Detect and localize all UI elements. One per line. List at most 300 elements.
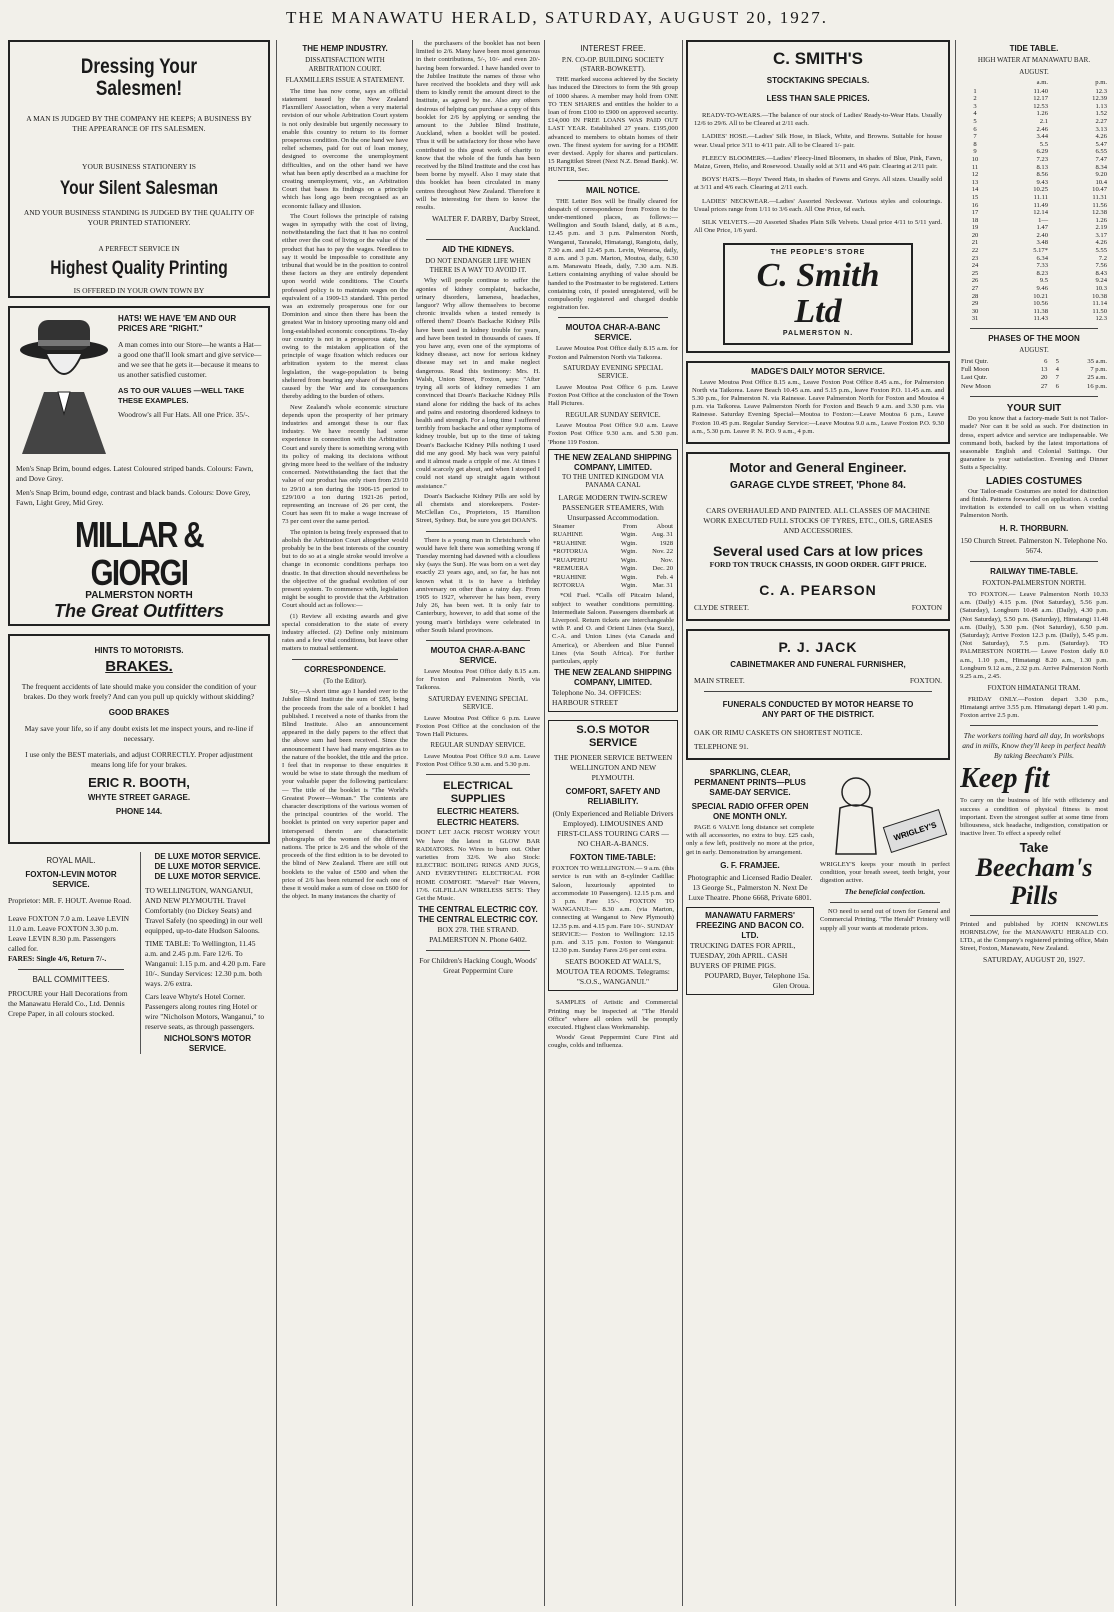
tide-row bbox=[960, 110, 1108, 118]
sailing-cell: *RUAHINE bbox=[553, 539, 586, 547]
column-3 bbox=[416, 40, 540, 1606]
pj-jack-ad bbox=[686, 629, 950, 760]
ad-text: 150 Church Street. Palmerston N. Telephone No. 5674. bbox=[960, 536, 1108, 556]
ad-text: Proprietor: MR. F. HOUT. Avenue Road. bbox=[8, 896, 132, 905]
ad-head: SPARKLING, CLEAR, PERMANENT PRINTS—PLUS SAME-DAY SERVICE. bbox=[694, 768, 806, 798]
tide-cell: 19 bbox=[971, 224, 979, 232]
tide-cell: 7.47 bbox=[1095, 155, 1107, 163]
sailing-cell: *RUAHINE bbox=[553, 573, 586, 581]
tide-cell: 10.38 bbox=[1092, 292, 1107, 300]
tide-cell: 2 bbox=[973, 95, 977, 103]
moon-row bbox=[960, 383, 1108, 391]
sailing-cell: Aug. 31 bbox=[651, 531, 673, 539]
article-subhead: (To the Editor). bbox=[323, 676, 367, 685]
tide-cell: 1.13 bbox=[1095, 102, 1107, 110]
sailing-cell: Steamer bbox=[553, 523, 575, 531]
ad-text: DON'T LET JACK FROST WORRY YOU! We have the latest in GLOW BAR RADIATORS. No Wires to burn out. Other varieties from 32/6. We also Stock: ELECTRIC BOILING RINGS AND JUGS, AND EVERYTHING ELECTRICAL FOR HOME COMFORT. "Marvel" Hair Wavers, 17/6. GILFILLAN WIRELESS SETS: They Get the Music. bbox=[416, 829, 540, 903]
tide-cell: 9.46 bbox=[1036, 285, 1049, 293]
sailing-cell: Mar. 31 bbox=[652, 581, 673, 589]
ad-town: FOXTON bbox=[911, 603, 942, 613]
article-subhead: DISSATISFACTION WITH ARBITRATION COURT. bbox=[305, 56, 385, 73]
tide-cell: 11.56 bbox=[1092, 201, 1107, 209]
moon-row bbox=[960, 358, 1108, 366]
tide-row bbox=[960, 103, 1108, 111]
ad-text: Photographic and Licensed Radio Dealer. 13 George St., Palmerston N. Next De Luxe Theatre. Phone 6668, Private 6801. bbox=[687, 872, 813, 902]
ad-text: Leave Moutoa Post Office 8.15 a.m., Leave Foxton Post Office 8.45 a.m., for Palmerston North via Taikorea. Leave Beach 10.45 a.m. and 5.15 p.m., leave Foxton P.O. 11.45 a.m. and 5.30 p.m., for Palmerston N. via Rainesse. Leave Palmerston North for Foxton and Moutoa 4 p.m. via Taikorea. Leave Palmerston North for Foxton and Beach 9 a.m. and 3.30 p.m. via Rainesse. Saturday Evening Special—Moutoa to Foxton:—Leave Moutoa 6 p.m., Leave Foxton 10.45 p.m. Regular Sunday Service:—Leave Moutoa 9.0 a.m., Leave Foxton P.O. 9.30 a.m., 5.30 p.m. Leave P. N. P.O. 9 a.m., 4 p.m. bbox=[692, 378, 944, 435]
tide-cell: 5.5 bbox=[1039, 140, 1049, 148]
shipping-ad bbox=[548, 449, 678, 712]
tide-cell: 12.14 bbox=[1033, 209, 1049, 217]
article-headline: AID THE KIDNEYS. bbox=[441, 245, 514, 255]
ad-title: Dressing Your Salesmen! bbox=[80, 55, 198, 100]
tide-cell: 2.19 bbox=[1095, 224, 1107, 232]
ad-head: ELECTRIC HEATERS. bbox=[436, 807, 520, 817]
tide-cell: 11.50 bbox=[1092, 307, 1107, 315]
ad-head: DE LUXE MOTOR SERVICE. bbox=[154, 872, 261, 881]
de-luxe-motor-ad bbox=[140, 852, 270, 1054]
sailing-row bbox=[552, 540, 674, 548]
hat-man-illustration bbox=[16, 314, 112, 454]
ad-subhead: REGULAR SUNDAY SERVICE. bbox=[430, 741, 526, 750]
ad-text: (Only Experienced and Reliable Drivers Employed). LIMOUSINES AND FIRST-CLASS TOURING CARS — NO CHAR-A-BANCS. bbox=[552, 809, 674, 849]
ad-head: STOCKTAKING SPECIALS. bbox=[766, 76, 870, 85]
ad-street: CLYDE STREET. bbox=[694, 603, 749, 613]
ad-street: MAIN STREET. bbox=[694, 676, 745, 686]
tide-cell: 11.11 bbox=[1033, 193, 1049, 201]
tide-cell: 7.23 bbox=[1036, 155, 1049, 163]
tide-row bbox=[960, 202, 1108, 210]
sailing-cell: Nov. 22 bbox=[652, 548, 673, 556]
tide-cell: 13 bbox=[971, 178, 979, 186]
tide-cell: 1.26 bbox=[1095, 216, 1107, 224]
tide-cell: 20 bbox=[971, 231, 979, 239]
ad-text: A man comes into our Store—he wants a Hat—a good one that'll look smart and give service—and we see that he gets it—because it means to us another satisfied customer. bbox=[118, 340, 262, 379]
ad-text: I use only the BEST materials, and adjust CORRECTLY. Proper adjustment means long life for your brakes. bbox=[25, 750, 253, 769]
moon-cell: 7 p.m. bbox=[1090, 366, 1107, 373]
tide-row bbox=[960, 300, 1108, 308]
tide-cell: 2.46 bbox=[1036, 125, 1049, 133]
tide-cell: 4.26 bbox=[1095, 133, 1107, 141]
table-subhead: AUGUST. bbox=[1019, 67, 1049, 76]
ad-text: To carry on the business of life with efficiency and success a condition of physical fitness is most important. Even the strongest suffer at some time from biliousness, sick headache, indigestion, constipation or inactive liver. To effect a speedy relief bbox=[960, 797, 1108, 838]
ad-head: NICHOLSON'S MOTOR SERVICE. bbox=[163, 1034, 252, 1053]
ad-headline: HATS! WE HAVE 'EM AND OUR PRICES ARE "RIGHT." bbox=[118, 314, 237, 333]
table-subhead: FOXTON HIMATANGI TRAM. bbox=[987, 684, 1081, 693]
ad-subhead: SATURDAY EVENING SPECIAL SERVICE. bbox=[563, 363, 663, 381]
ad-title: BRAKES. bbox=[105, 658, 173, 675]
moon-table bbox=[960, 358, 1108, 392]
madge-motor-ad bbox=[686, 361, 950, 444]
ad-title: C. SMITH'S bbox=[773, 49, 863, 68]
column-6 bbox=[960, 40, 1108, 1606]
timetable-text: TO FOXTON.— Leave Palmerston North 10.33 a.m. (Daily) 4.15 p.m. (Not Saturday), 5.56 p.m. (Saturday), Longburn 10.48 a.m. (Daily), 4.30 p.m. (Not Saturday), 5.50 p.m. (Saturday), Himatangi 11.48 a.m. (Daily), 5.30 p.m. (Not Saturday), 6.50 p.m. (Saturday); Arrive Foxton 12.3 p.m. (Daily), 5.45 p.m. (Not Saturday), 7.5 p.m. (Saturday). TO PALMERSTON NORTH.— Leave Foxton daily 8.0 a.m., 1.10 p.m., Himatangi 8.20 a.m., 1.30 p.m. Longburn 9.12 a.m., 2.32 p.m. Arrive Palmerston North 9.25 a.m., 2.45. bbox=[960, 591, 1108, 681]
logo-text: PALMERSTON N. bbox=[782, 330, 854, 338]
tide-cell: 3.17 bbox=[1095, 231, 1107, 239]
ad-text: TO WELLINGTON, WANGANUI, AND NEW PLYMOUTH. Travel Comfortably (no Dickey Seats) and Travel Safely (no speeding) in our well equipped, up-to-date Hudson Saloons. bbox=[145, 886, 263, 935]
ad-head: HINTS TO MOTORISTS. bbox=[94, 646, 184, 655]
ad-text: *Oil Fuel. *Calls off Pitcairn Island, subject to weather conditions permitting. Intermediate Saloon. Passengers disembark at Liverpool. Return tickets are interchangeable with P. and O. and Orient Lines (via Suez), C.-A. and Union Lines (via Canada and America), or Aberdeen and Blue Funnel Lines (via South Africa). For further particulars, apply bbox=[552, 592, 674, 665]
tide-row bbox=[960, 141, 1108, 149]
tide-row bbox=[960, 232, 1108, 240]
ad-text: A MAN IS JUDGED BY THE COMPANY HE KEEPS; A BUSINESS BY THE APPEARANCE OF ITS SALESMEN. bbox=[26, 114, 252, 133]
tide-row bbox=[960, 148, 1108, 156]
ad-text: BOX 278. THE STRAND. PALMERSTON N. Phone 6402. bbox=[429, 925, 527, 945]
tide-cell: 22 bbox=[971, 247, 979, 255]
ad-head: GOOD BRAKES bbox=[108, 708, 170, 717]
ad-head: DE LUXE MOTOR SERVICE. bbox=[154, 862, 261, 871]
tide-cell: 28 bbox=[971, 292, 979, 300]
tide-row bbox=[960, 262, 1108, 270]
ad-text: Telephone No. 34. OFFICES: HARBOUR STREET bbox=[552, 688, 642, 708]
ad-title: Motor and General Engineer. bbox=[729, 460, 907, 476]
tide-cell: 1.47 bbox=[1036, 224, 1049, 232]
table-head: TIDE TABLE. bbox=[1009, 44, 1059, 53]
moon-cell: 25 a.m. bbox=[1087, 374, 1107, 382]
tide-table bbox=[960, 79, 1108, 323]
tide-cell: 9.20 bbox=[1095, 171, 1107, 179]
tide-cell: 26 bbox=[971, 277, 979, 285]
tide-cell: 30 bbox=[971, 307, 979, 315]
ad-head: CABINETMAKER AND FUNERAL FURNISHER, bbox=[730, 660, 906, 670]
ad-text: PAGE 6 VALVE long distance set complete with all accessories, no extra to buy. £25 cash, only a few left, positively no more at the price, get in early. Demonstration by arrangement. bbox=[686, 824, 814, 856]
freezing-co-ad bbox=[686, 907, 814, 995]
column-rule bbox=[955, 40, 956, 1606]
wrigleys-ad bbox=[820, 768, 950, 1003]
moon-cell: 7 bbox=[1055, 374, 1059, 382]
ad-head: FUNERALS CONDUCTED BY MOTOR HEARSE TO ANY PART OF THE DISTRICT. bbox=[722, 700, 914, 720]
ad-title: S.O.S MOTOR SERVICE bbox=[576, 724, 650, 750]
tide-row bbox=[960, 118, 1108, 126]
tide-cell: 10.4 bbox=[1095, 178, 1107, 186]
tide-cell: 5.17* bbox=[1033, 247, 1049, 255]
tide-cell: 6.55 bbox=[1095, 148, 1107, 156]
sailing-cell: Wgtn. bbox=[620, 565, 638, 573]
tide-cell: 17 bbox=[971, 209, 979, 217]
tide-cell: 7.56 bbox=[1095, 262, 1107, 270]
ad-subhead: REGULAR SUNDAY SERVICE. bbox=[565, 410, 661, 419]
tide-cell: 24 bbox=[971, 262, 979, 270]
ad-text: YOUR BUSINESS STATIONERY IS bbox=[82, 162, 196, 171]
tide-column-header: p.m. bbox=[1095, 79, 1107, 87]
imprint: Printed and published by JOHN KNOWLES HORNBLOW, for the MANAWATU HERALD CO. LTD., at the Company's registered printing office, Main Street, Foxton, Manawatu, New Zealand. bbox=[960, 920, 1108, 953]
ad-text: Leave Moutoa Post Office daily 8.15 a.m. for Foxton and Palmerston North via Taikorea. bbox=[548, 345, 678, 361]
ad-head: SPECIAL RADIO OFFER OPEN ONE MONTH ONLY. bbox=[691, 802, 809, 822]
framjee-radio-ad bbox=[686, 768, 814, 1003]
tide-cell: 2.40 bbox=[1036, 231, 1049, 239]
column-4 bbox=[548, 40, 678, 1606]
ad-head: DE LUXE MOTOR SERVICE. bbox=[154, 852, 261, 861]
sailing-cell: About bbox=[656, 523, 673, 531]
royal-mail-ad bbox=[8, 852, 134, 1054]
tide-row bbox=[960, 126, 1108, 134]
ad-text: Leave Moutoa Post Office 6 p.m. Leave Foxton Post Office at the conclusion of the Town Hall Pictures. bbox=[548, 384, 678, 408]
ad-name: ERIC R. BOOTH, bbox=[88, 775, 190, 790]
tide-cell: 3.48 bbox=[1036, 239, 1049, 247]
ad-text: Leave Moutoa Post Office daily 8.15 a.m. for Foxton and Palmerston North, via Taikorea. bbox=[416, 667, 540, 692]
article-paragraph: (1) Review all existing awards and give special consideration to the state of every industry affected. (2) Define only minimum rates and a few vital conditions, but leave other matters to mutual settlement. bbox=[282, 612, 408, 653]
tide-cell: 29 bbox=[971, 300, 979, 308]
tide-cell: 9.24 bbox=[1095, 277, 1107, 285]
sailing-cell: Wgtn. bbox=[620, 573, 638, 581]
tide-cell: 15 bbox=[971, 193, 979, 201]
tide-row bbox=[960, 315, 1108, 323]
tide-cell: 3 bbox=[973, 102, 977, 110]
tide-row bbox=[960, 270, 1108, 278]
ad-head: MADGE'S DAILY MOTOR SERVICE. bbox=[751, 366, 885, 376]
ad-text: Leave Moutoa Post Office 6 p.m. Leave Foxton Post Office at the conclusion of the Town Hall Pictures. bbox=[416, 714, 540, 739]
tide-cell: 12.3 bbox=[1095, 315, 1107, 323]
logo-text: C. Smith Ltd bbox=[756, 257, 880, 331]
ad-text: FORD TON TRUCK CHASSIS, IN GOOD ORDER. GIFT PRICE. bbox=[709, 560, 927, 570]
moon-cell: New Moon bbox=[961, 382, 991, 390]
ad-head: FOXTON-LEVIN MOTOR SERVICE. bbox=[25, 870, 117, 889]
tide-cell: 1 bbox=[973, 87, 977, 95]
sailing-cell: Wgtn. bbox=[620, 539, 638, 547]
tide-cell: 10.21 bbox=[1033, 292, 1049, 300]
article-paragraph: The opinion is being freely expressed that to abolish the Arbitration Court altogether would probably be in the best interests of the country but to do so at a single stroke would involve a change in economic conditions perhaps too drastic. In that direction should nevertheless be the objective of the gradual evolution of our present system. To commence with, legislation might be sought to provide that the Arbitration Court should act as follows:— bbox=[282, 528, 408, 610]
article-paragraph: Doan's Backache Kidney Pills are sold by all chemists and storekeepers. Foster-McClellan Co., Proprietors, 15 Hamilton Street, Sydney. But, be sure you get DOAN'S. bbox=[416, 492, 540, 525]
tide-cell: 12.3 bbox=[1095, 87, 1107, 95]
tide-cell: 11.40 bbox=[1033, 87, 1049, 95]
tide-row bbox=[960, 133, 1108, 141]
ad-text: LARGE MODERN TWIN-SCREW PASSENGER STEAMERS, With Unsurpassed Accommodation. bbox=[558, 493, 668, 523]
ad-text: The frequent accidents of late should make you consider the condition of your brakes. Do they work freely? And can you pull up quickly without skidding? bbox=[21, 682, 257, 701]
ad-text: WRIGLEY'S keeps your mouth in perfect condition, your breath sweet, teeth bright, your digestion active. bbox=[820, 860, 950, 885]
ad-text: Woodrow's all Fur Hats. All one Price. 35/-. bbox=[118, 410, 250, 419]
article-paragraph: Why will people continue to suffer the agonies of kidney complaint, backache, urinary disorders, lameness, headaches, languor? Why allow themselves to become chronic invalids when a tested remedy is offered them? Doan's Backache Kidney Pills have been used in kidney trouble for years, and have been tested in thousands of cases. If you have any, even one of the symptoms of kidney disease, act now for serious kidney disease may set in and make neglect dangerous. Read this testimony: Mrs. H. Walsh, Union Street, Foxton, says: "After trying all sorts of kidney remedies I am convinced that Doan's Backache Kidney Pills stand alone for ridding the back of its aches and pains and restoring disordered kidneys to health and strength. For a long time I suffered terribly from backache and other symptoms of kidney trouble, but up to the time of taking Doan's Backache Kidney Pills nothing I used did me any good. My back was very painful and it almost made a cripple of me. At times I could scarcely get about, and when I stooped I could not stand up straight again without assistance." bbox=[416, 277, 540, 490]
tide-cell: 11.43 bbox=[1033, 315, 1049, 323]
article-paragraph: There is a young man in Christchurch who would have felt there was something wrong if Tuesday morning had dawned with a cloudless sky (says the Sun). He was born on a wet day exactly 23 years ago, and, so far, he has not known what it is to have a birthday anniversary on other than a rainy day. From 1905 to 1927, wherever he has been, every July 26, has been wet. It is only fair to Canterbury, however, to add that some of the young man's birthdays were celebrated in other South Island provinces. bbox=[416, 536, 540, 634]
ad-text: A PERFECT SERVICE IN bbox=[98, 244, 180, 253]
sailing-cell: Wgtn. bbox=[620, 531, 638, 539]
tide-cell: 12.38 bbox=[1092, 209, 1107, 217]
ad-text: NO need to send out of town for General and Commercial Printing. "The Herald" Printery will supply all your wants at moderate prices. bbox=[820, 908, 950, 932]
wrigleys-illustration bbox=[820, 768, 950, 858]
moon-cell: Full Moon bbox=[961, 366, 990, 373]
c-smith-ad bbox=[686, 40, 950, 353]
moon-cell: 35 a.m. bbox=[1087, 357, 1107, 365]
ad-head: FOXTON TIME-TABLE: bbox=[570, 853, 656, 863]
column-5 bbox=[686, 40, 950, 1606]
tide-cell: 3.13 bbox=[1095, 125, 1107, 133]
article-signature: WALTER F. DARBY, Darby Street, Auckland. bbox=[432, 214, 540, 234]
ad-head: LESS THAN SALE PRICES. bbox=[766, 94, 870, 103]
column-rule bbox=[412, 40, 413, 1606]
moon-row bbox=[960, 366, 1108, 374]
moon-cell: 4 bbox=[1055, 366, 1059, 373]
imprint-date: SATURDAY, AUGUST 20, 1927. bbox=[983, 955, 1085, 965]
table-subhead: HIGH WATER AT MANAWATU BAR. bbox=[977, 56, 1091, 64]
ad-head: MOUTOA CHAR-A-BANC SERVICE. bbox=[430, 645, 526, 665]
ad-town: FOXTON. bbox=[909, 676, 942, 686]
sailing-cell: 1928 bbox=[659, 539, 673, 547]
sailing-cell: ROTORUA bbox=[553, 581, 585, 589]
ad-slogan: The beneficial confection. bbox=[844, 887, 926, 897]
moon-cell: 16 p.m. bbox=[1087, 382, 1107, 390]
millar-giorgi-logo: MILLAR & GIORGI bbox=[75, 514, 203, 593]
article-paragraph: the purchasers of the booklet has not been limited to 2/6. Many have been most generous in their contributions, 5/-, 10/- and even 20/- having been forwarded. I have handed over to the Jubilee Institute the names of those who have received the booklets and they will ask them to kindly remit the amount direct to the Institute, as agreed by me. Also any others desirous of helping can purchase a copy of this booklet for 2/6 by applying or sending the amount to the Jubilee Blind Institute, Auckland, when a booklet will be posted. Thus it will be satisfactory for those who have contributed to this great work of charity to know that the whole of the funds has been received by the Blind Institute and the cost has been borne by myself. Also I may state that this booklet has been circulated in many centres throughout New Zealand. Therefore it will be interesting for them to know the results. bbox=[416, 40, 540, 212]
ad-head: THE CENTRAL ELECTRIC COY. bbox=[418, 915, 538, 925]
ad-text: SEATS BOOKED AT WALL'S, MOUTOA TEA ROOMS. Telegrams: "S.O.S., WANGANUI." bbox=[556, 957, 670, 987]
sailing-cell: Nov. bbox=[660, 556, 673, 564]
bottom-ads-row bbox=[8, 852, 270, 1054]
ad-title: Your Silent Salesman bbox=[59, 178, 219, 199]
ad-title: Several used Cars at low prices bbox=[712, 543, 924, 560]
ad-subhead: SATURDAY EVENING SPECIAL SERVICE. bbox=[428, 694, 528, 712]
ad-text: IS OFFERED IN YOUR OWN TOWN BY bbox=[73, 286, 205, 295]
sailing-cell: Wgtn. bbox=[620, 548, 638, 556]
sailing-cell: *REMUERA bbox=[553, 565, 589, 573]
tide-cell: 2.27 bbox=[1095, 117, 1107, 125]
tide-row bbox=[960, 179, 1108, 187]
ad-head: PHONE 144. bbox=[115, 807, 163, 816]
ad-title: LADIES COSTUMES bbox=[985, 475, 1083, 487]
ad-text: Do you know that a factory-made Suit is not Tailor-made? Nor can it be sold as such. For distinction in dress, expert advice and service are indispensable. We command both, backed by the latest importations of seasonable English and Colonial Suitings. Our guarantee is your satisfaction. Evening and Dinner Suits a Speciality. bbox=[960, 415, 1108, 472]
tide-cell: 7.33 bbox=[1036, 262, 1049, 270]
ad-text: Take bbox=[1019, 839, 1049, 855]
ad-name: C. A. PEARSON bbox=[759, 582, 877, 599]
table-subhead: AUGUST. bbox=[1019, 346, 1049, 354]
beechams-logo: Beecham's Pills bbox=[975, 852, 1093, 910]
moon-row bbox=[960, 374, 1108, 382]
tide-cell: 31 bbox=[971, 315, 979, 323]
tide-cell: 12.17 bbox=[1033, 95, 1049, 103]
ad-text: Cars leave Whyte's Hotel Corner. Passengers along routes ring Hotel or wire "Nicholson Motors, Wanganui," to reserve seats, as through passengers. bbox=[145, 992, 265, 1031]
ad-title: Keep fit bbox=[960, 763, 1050, 795]
ad-head: THE NEW ZEALAND SHIPPING COMPANY, LIMITED. bbox=[554, 452, 672, 472]
bottom-ads-row bbox=[686, 768, 950, 1003]
moon-cell: 27 bbox=[1040, 382, 1048, 390]
ad-text: Men's Snap Brim, bound edge, contrast and black bands. Colours: Dove Grey, Fawn, Light Grey, Mid Grey. bbox=[16, 488, 251, 507]
logo-slogan: The Great Outfitters bbox=[53, 600, 225, 621]
sailing-cell: Feb. 4 bbox=[656, 573, 673, 581]
ad-text: THE marked success achieved by the Society has induced the Directors to form the 9th group of 1000 shares. A member may hold from ONE TO TEN SHARES and entitles the holder to a loan of from £100 to £900 on approved security. £14,000 IN FREE LOANS WAS PAID OUT LAST YEAR. Established 27 years. £195,000 advanced to members to obtain homes of their own. The finest system for saving for a HOME ever devised. Apply for shares and particulars. 15 Rangitikei Street (Next N.Z. Bread Bank). W. HUNTER, Sec. bbox=[548, 76, 678, 174]
tide-row bbox=[960, 293, 1108, 301]
sos-motor-ad bbox=[548, 720, 678, 991]
ad-text: TRUCKING DATES FOR APRIL, TUESDAY, 20th APRIL. CASH BUYERS OF PRIME PIGS. bbox=[690, 940, 796, 970]
sailing-cell: RUAHINE bbox=[553, 531, 583, 539]
column-rule bbox=[682, 40, 683, 1606]
ad-head: MOUTOA CHAR-A-BANC SERVICE. bbox=[565, 323, 661, 343]
ad-head: MAIL NOTICE. bbox=[585, 185, 641, 195]
tide-cell: 6 bbox=[973, 125, 977, 133]
column-rule bbox=[544, 40, 545, 1606]
tide-cell: 7 bbox=[973, 133, 977, 141]
tide-cell: 9 bbox=[973, 148, 977, 156]
tide-cell: 5 bbox=[973, 117, 977, 125]
tide-cell: 6.34 bbox=[1036, 254, 1049, 262]
tide-row bbox=[960, 224, 1108, 232]
article-subhead: FLAXMILLERS ISSUE A STATEMENT. bbox=[285, 76, 405, 85]
tide-cell: 11.14 bbox=[1092, 300, 1107, 308]
ad-text: SAMPLES of Artistic and Commercial Printing may be inspected at "The Herald Office" where all orders will be promptly executed. Highest class Workmanship. bbox=[548, 999, 678, 1031]
ad-text: FARES: Single 4/6, Return 7/-. bbox=[8, 954, 107, 963]
ad-text: For Children's Hacking Cough, Woods' Great Peppermint Cure bbox=[419, 956, 537, 976]
tide-row bbox=[960, 285, 1108, 293]
ad-text: Leave Moutoa Post Office 9.0 a.m. Leave Foxton Post Office 9.30 a.m. and 5.30 p.m. bbox=[416, 752, 540, 769]
sailing-cell: *ROTORUA bbox=[553, 548, 589, 556]
ad-text: AND YOUR BUSINESS STANDING IS JUDGED BY THE QUALITY OF YOUR PRINTED STATIONERY. bbox=[23, 208, 255, 227]
article-paragraph: New Zealand's whole economic structure depends upon the prosperity of her primary industries and amongst these is our flax industry. We have recently had some experience in connection with the Arbitration Court and surely there is something wrong with its policy of making its decisions without giving more heed to the welfare of the industry concerned. Notwithstanding the fact that the value of our product has only risen from 23/10 to 29/10 a ton during the 1906-15 period to £29/10/0 a ton during 1921-26 period, representing an increase of 26 per cent, the Court has seen fit to make a wage increase of 73 per cent over the same period. bbox=[282, 403, 408, 526]
pearson-engineer-ad bbox=[686, 452, 950, 621]
ad-address-row bbox=[694, 603, 942, 613]
tide-row bbox=[960, 164, 1108, 172]
moon-cell: 13 bbox=[1040, 366, 1048, 373]
sailing-cell: Dec. 20 bbox=[652, 565, 673, 573]
ad-subhead: P.N. CO-OP. BUILDING SOCIETY (STARR-BOWKETT). bbox=[561, 56, 665, 73]
column-2 bbox=[282, 40, 408, 1606]
tide-cell: 12.39 bbox=[1092, 95, 1107, 103]
tide-cell: 16 bbox=[971, 201, 979, 209]
tide-cell: 23 bbox=[971, 254, 979, 262]
tide-cell: 14 bbox=[971, 186, 979, 194]
ad-text: TELEPHONE 91. bbox=[694, 742, 749, 752]
tide-row bbox=[960, 186, 1108, 194]
ad-text: CARS OVERHAULED AND PAINTED. ALL CLASSES OF MACHINE WORK EXECUTED FULL STOCKS OF TYRES, ETC., OILS, GREASES AND ACCESSORIES. bbox=[703, 506, 933, 536]
tide-row bbox=[960, 255, 1108, 263]
tide-row bbox=[960, 308, 1108, 316]
ad-title: YOUR SUIT bbox=[1006, 403, 1062, 415]
ad-text: Leave FOXTON 7.0 a.m. Leave LEVIN 11.0 a.m. Leave FOXTON 3.30 p.m. Leave LEVIN 8.30 p.m. Passengers called for. bbox=[8, 914, 130, 953]
sailing-row bbox=[552, 531, 674, 539]
moon-cell: First Qutr. bbox=[961, 357, 989, 365]
tide-row bbox=[960, 247, 1108, 255]
column-1 bbox=[8, 40, 270, 1606]
stocktaking-list bbox=[694, 112, 942, 235]
column-rule bbox=[276, 40, 277, 1606]
table-subhead: FOXTON-PALMERSTON NORTH. bbox=[982, 579, 1086, 588]
article-headline: THE HEMP INDUSTRY. bbox=[302, 44, 388, 53]
sailing-cell: *RUAPEHU bbox=[553, 556, 588, 564]
tide-cell: 4.26 bbox=[1095, 239, 1107, 247]
tide-cell: 4 bbox=[973, 110, 977, 118]
brakes-ad bbox=[8, 634, 270, 844]
moon-cell: Last Qutr. bbox=[961, 374, 988, 382]
ad-address-row bbox=[694, 676, 942, 686]
table-head: RAILWAY TIME-TABLE. bbox=[990, 567, 1078, 577]
ad-verse: The workers toiling hard all day, In workshops and in mills, Know they'll keep in perfect health By taking Beecham's Pills. bbox=[962, 731, 1106, 761]
tide-cell: 27 bbox=[971, 285, 979, 293]
moon-cell: 6 bbox=[1044, 357, 1048, 365]
svg-text:WRIGLEY'S: WRIGLEY'S bbox=[892, 820, 938, 843]
moon-cell: 20 bbox=[1040, 374, 1048, 382]
tide-cell: 10 bbox=[971, 155, 979, 163]
ad-text: PROCURE your Hall Decorations from the Manawatu Herald Co., Ltd. Dennis Crepe Paper, in all colours stocked. bbox=[8, 989, 128, 1018]
herald-printing-ad bbox=[8, 40, 270, 298]
masthead: THE MANAWATU HERALD, SATURDAY, AUGUST 20, 1927. bbox=[286, 8, 828, 27]
tide-cell: 8.43 bbox=[1095, 269, 1107, 277]
sailing-cell: From bbox=[622, 523, 638, 531]
tide-cell: 10.47 bbox=[1092, 186, 1107, 194]
tide-row bbox=[960, 217, 1108, 225]
tide-cell: 6.29 bbox=[1036, 148, 1049, 156]
tide-cell: 9.43 bbox=[1036, 178, 1049, 186]
ad-text: Leave Moutoa Post Office 9.0 a.m. Leave Foxton Post Office 9.30 a.m. and 5.30 p.m. 'Phone 119 Foxton. bbox=[548, 422, 678, 446]
tide-cell: 1— bbox=[1038, 216, 1049, 224]
tide-cell: 8 bbox=[973, 140, 977, 148]
ad-text: Woods' Great Peppermint Cure First aid coughs, colds and influenza. bbox=[548, 1034, 678, 1050]
tide-cell: 12 bbox=[971, 171, 979, 179]
tide-column-header: a.m. bbox=[1036, 79, 1049, 87]
ad-head: BALL COMMITTEES. bbox=[32, 975, 110, 984]
tide-cell: 21 bbox=[971, 239, 979, 247]
sailing-row bbox=[552, 548, 674, 556]
tide-cell: 5.55 bbox=[1095, 247, 1107, 255]
tide-row bbox=[960, 171, 1108, 179]
ad-text: May save your life, so if any doubt exists let me inspect yours, and re-line if necessary. bbox=[24, 724, 254, 743]
stocktaking-item: READY-TO-WEARS.—The balance of our stock of Ladies' Ready-to-Wear Hats. Usually 12/6 to 29/6. All to be Cleared at 2/11 each. bbox=[694, 112, 942, 128]
article-headline: CORRESPONDENCE. bbox=[304, 664, 386, 674]
